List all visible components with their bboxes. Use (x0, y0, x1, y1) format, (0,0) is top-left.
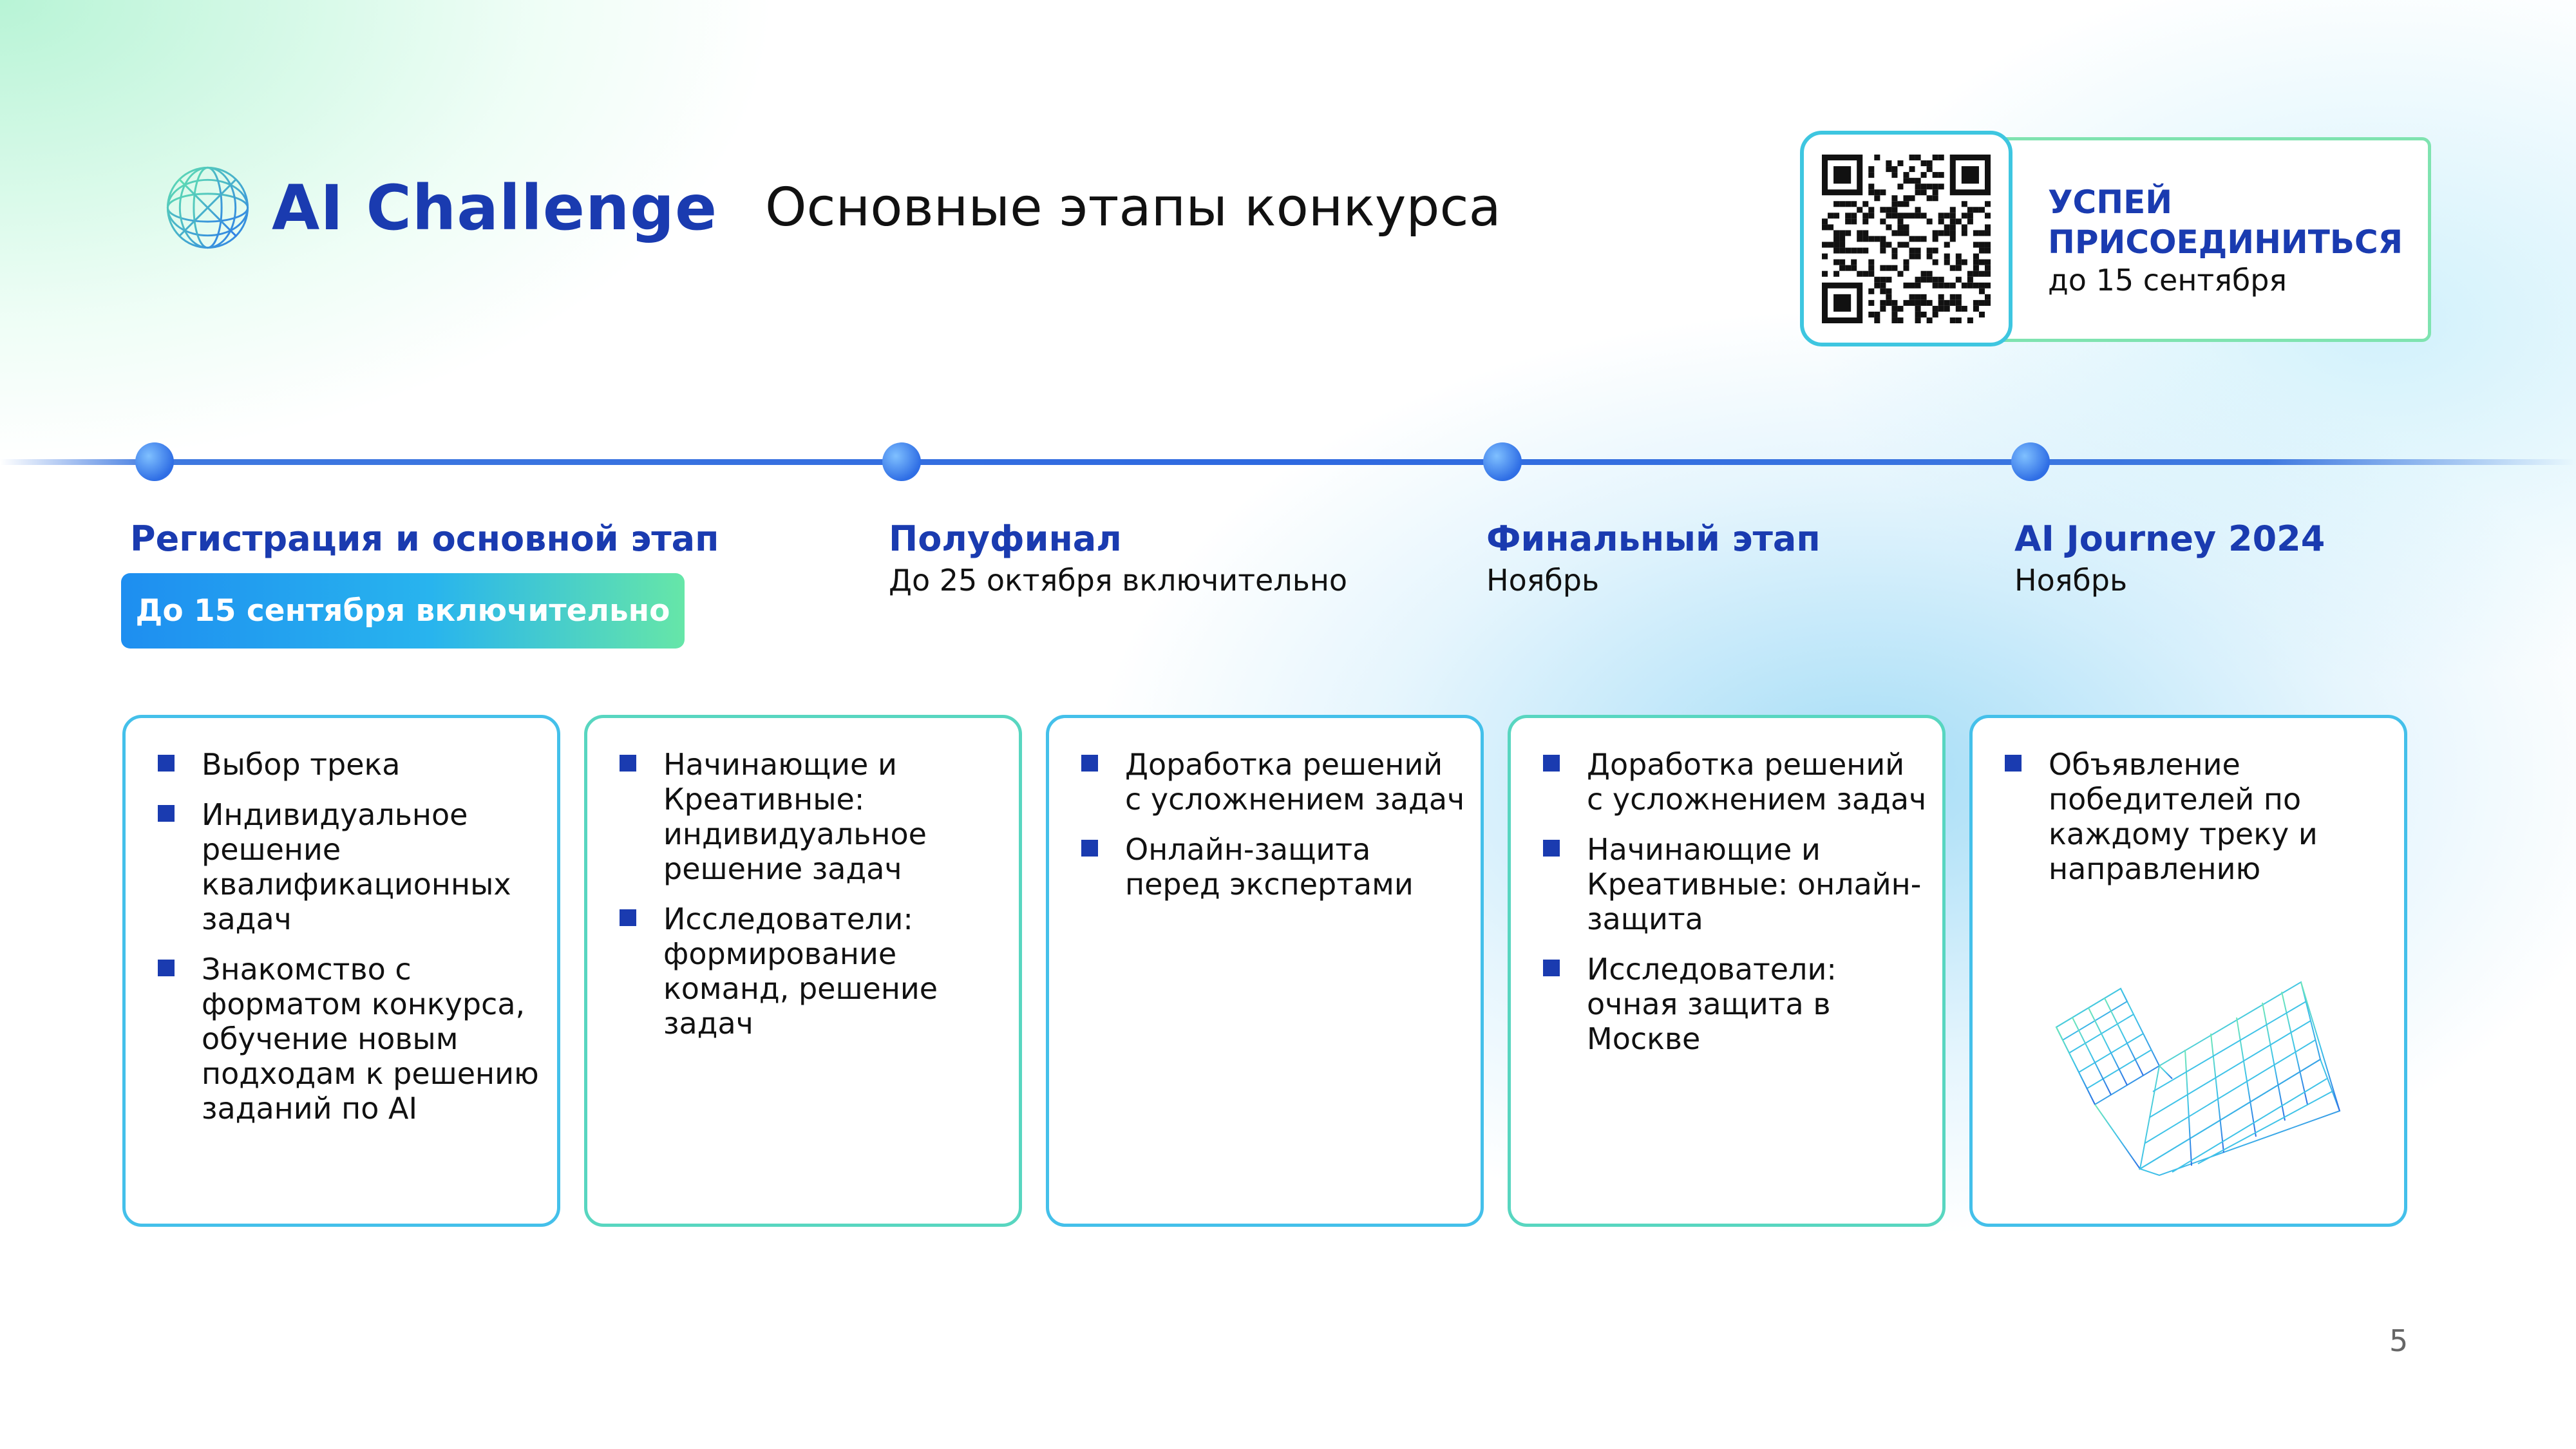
list-item (1081, 747, 1468, 817)
card-list (126, 718, 557, 1126)
globe-mesh-icon (164, 164, 251, 251)
bullet-square-icon (1543, 840, 1560, 857)
timeline-dot-ai-journey (2011, 442, 2050, 481)
list-item-text: Знакомство с форматом конкурса, обучение новым подходам к решению заданий по AI (202, 952, 539, 1126)
stage-title: Финальный этап (1486, 518, 1821, 559)
card-semifinal-1 (584, 715, 1022, 1227)
stage-semifinal (889, 518, 1347, 598)
list-item (620, 747, 1006, 886)
page-title: Основные этапы конкурса (765, 177, 1501, 238)
brand-logo (164, 164, 717, 251)
bullet-square-icon (620, 755, 636, 772)
card-registration (122, 715, 560, 1227)
timeline-dot-semifinal (882, 442, 921, 481)
card-list (587, 718, 1019, 1041)
bullet-square-icon (158, 755, 175, 772)
list-item (2005, 747, 2391, 886)
card-ai-journey (1969, 715, 2407, 1227)
bullet-square-icon (620, 909, 636, 926)
stage-final (1486, 518, 1821, 598)
brand-name: AI Challenge (272, 171, 718, 244)
card-list (1973, 718, 2404, 886)
bullet-square-icon (1543, 755, 1560, 772)
stage-registration (130, 518, 719, 559)
bullet-square-icon (158, 960, 175, 976)
list-item-text: Начинающие и Креативные: онлайн-защита (1587, 832, 1922, 936)
stage-subtitle: Ноябрь (1486, 563, 1600, 598)
bullet-square-icon (1081, 840, 1098, 857)
bullet-square-icon (2005, 755, 2022, 772)
list-item-text: Исследователи: очная защита в Москве (1587, 952, 1837, 1056)
list-item (158, 797, 544, 936)
list-item-text: Доработка решений с усложнением задач (1125, 747, 1465, 817)
list-item (158, 952, 544, 1126)
stage-title: Полуфинал (889, 518, 1122, 559)
stage-ai-journey (2014, 518, 2325, 598)
join-title (2048, 182, 2403, 262)
stage-subtitle: Ноябрь (2014, 563, 2128, 598)
page-number: 5 (2389, 1323, 2409, 1358)
registration-deadline-badge (121, 573, 685, 649)
join-title-line2: ПРИСОЕДИНИТЬСЯ (2048, 223, 2403, 261)
join-title-line1: УСПЕЙ (2048, 184, 2173, 221)
card-list (1511, 718, 1942, 1056)
registration-deadline-text: До 15 сентября включительно (135, 593, 670, 629)
list-item (1543, 832, 1929, 936)
card-list (1049, 718, 1481, 902)
join-deadline: до 15 сентября (2048, 263, 2287, 298)
timeline-line (0, 459, 2576, 465)
list-item-text: Онлайн-защита перед экспертами (1125, 832, 1414, 902)
list-item-text: Доработка решений с усложнением задач (1587, 747, 1927, 817)
list-item (1543, 747, 1929, 817)
bullet-square-icon (1081, 755, 1098, 772)
list-item-text: Начинающие и Креативные: индивидуальное решение задач (663, 747, 927, 886)
join-card (1984, 137, 2431, 342)
list-item (1081, 832, 1468, 902)
list-item-text: Объявление победителей по каждому треку и направлению (2049, 747, 2318, 886)
timeline-dot-registration (135, 442, 174, 481)
list-item-text: Выбор трека (202, 747, 401, 782)
qr-card[interactable] (1800, 131, 2012, 346)
wireframe-checkmark-icon (2043, 931, 2353, 1188)
list-item (1543, 952, 1929, 1056)
list-item (158, 747, 544, 782)
card-final (1508, 715, 1946, 1227)
card-semifinal-2 (1046, 715, 1484, 1227)
list-item (620, 902, 1006, 1041)
bullet-square-icon (1543, 960, 1560, 976)
list-item-text: Индивидуальное решение квалификационных задач (202, 797, 511, 936)
stage-title: Регистрация и основной этап (130, 518, 719, 559)
list-item-text: Исследователи: формирование команд, решение задач (663, 902, 938, 1041)
qr-code-icon[interactable] (1822, 155, 1991, 323)
bullet-square-icon (158, 805, 175, 822)
stage-subtitle: До 25 октября включительно (889, 563, 1348, 598)
timeline-dot-final (1483, 442, 1522, 481)
stage-title: AI Journey 2024 (2014, 518, 2325, 559)
